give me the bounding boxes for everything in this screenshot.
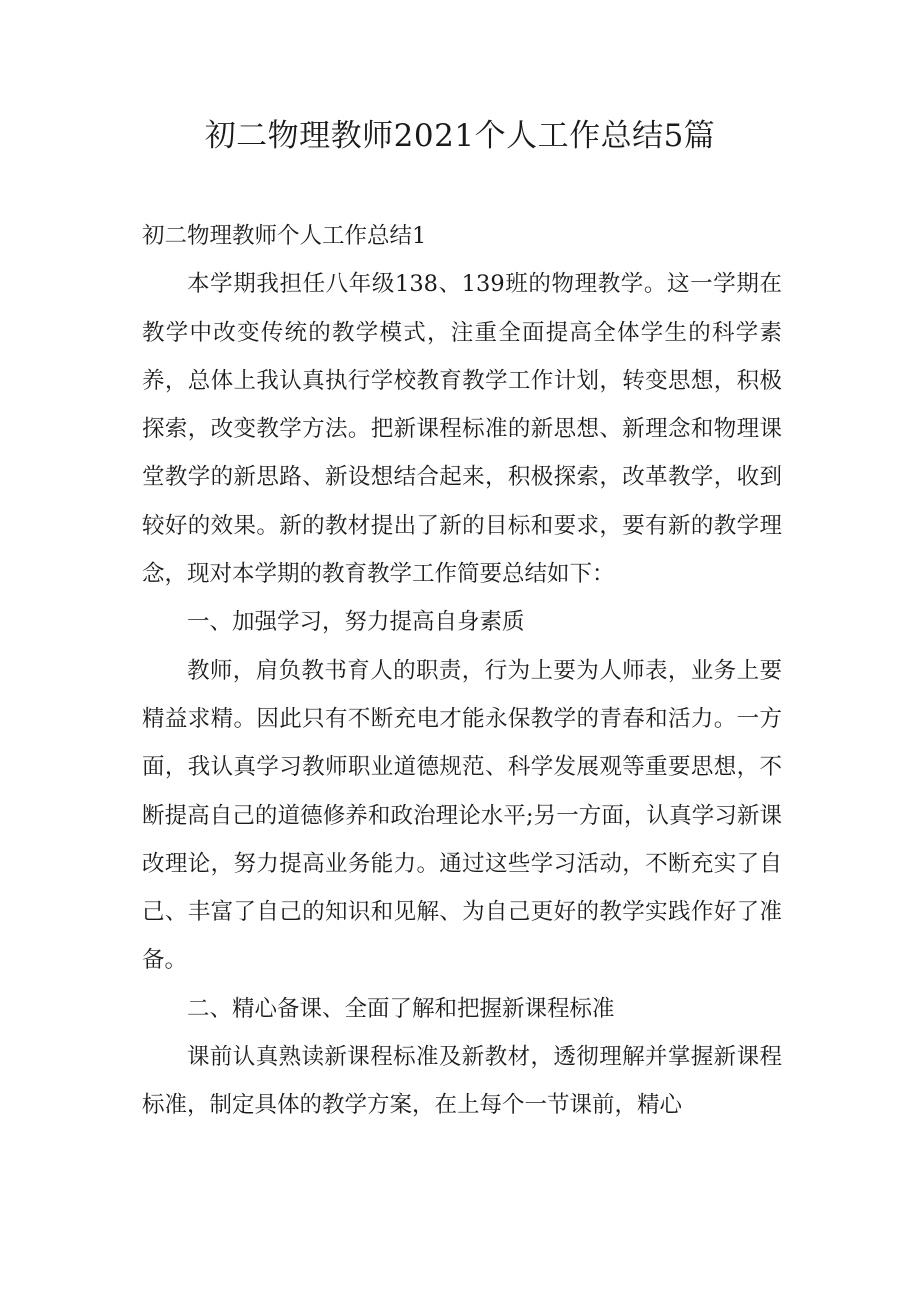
document-body xyxy=(142,212,782,1130)
paragraph-section-2: 课前认真熟读新课程标准及新教材，透彻理解并掌握新课程标准，制定具体的教学方案，在上每个一节课前，精心 xyxy=(142,1044,782,1119)
document-subtitle: 初二物理教师个人工作总结1 xyxy=(142,223,427,249)
paragraph-section-1: 教师，肩负教书育人的职责，行为上要为人师表，业务上要精益求精。因此只有不断充电才能永保教学的青春和活力。一方面，我认真学习教师职业道德规范、科学发展观等重要思想，不断提高自己的道德修养和政治理论水平;另一方面，认真学习新课改理论，努力提高业务能力。通过这些学习活动，不断充实了自己、丰富了自己的知识和见解、为自己更好的教学实践作好了准备。 xyxy=(142,657,782,974)
document-title: 初二物理教师2021个人工作总结5篇 xyxy=(204,118,716,154)
paragraph-intro: 本学期我担任八年级138、139班的物理教学。这一学期在教学中改变传统的教学模式，注重全面提高全体学生的科学素养，总体上我认真执行学校教育教学工作计划，转变思想，积极探索，改变教学方法。把新课程标准的新思想、新理念和物理课堂教学的新思路、新设想结合起来，积极探索，改革教学，收到较好的效果。新的教材提出了新的目标和要求，要有新的教学理念，现对本学期的教育教学工作简要总结如下： xyxy=(142,271,782,588)
section-heading-2: 二、精心备课、全面了解和把握新课程标准 xyxy=(187,995,615,1022)
section-heading-1: 一、加强学习，努力提高自身素质 xyxy=(187,609,525,636)
